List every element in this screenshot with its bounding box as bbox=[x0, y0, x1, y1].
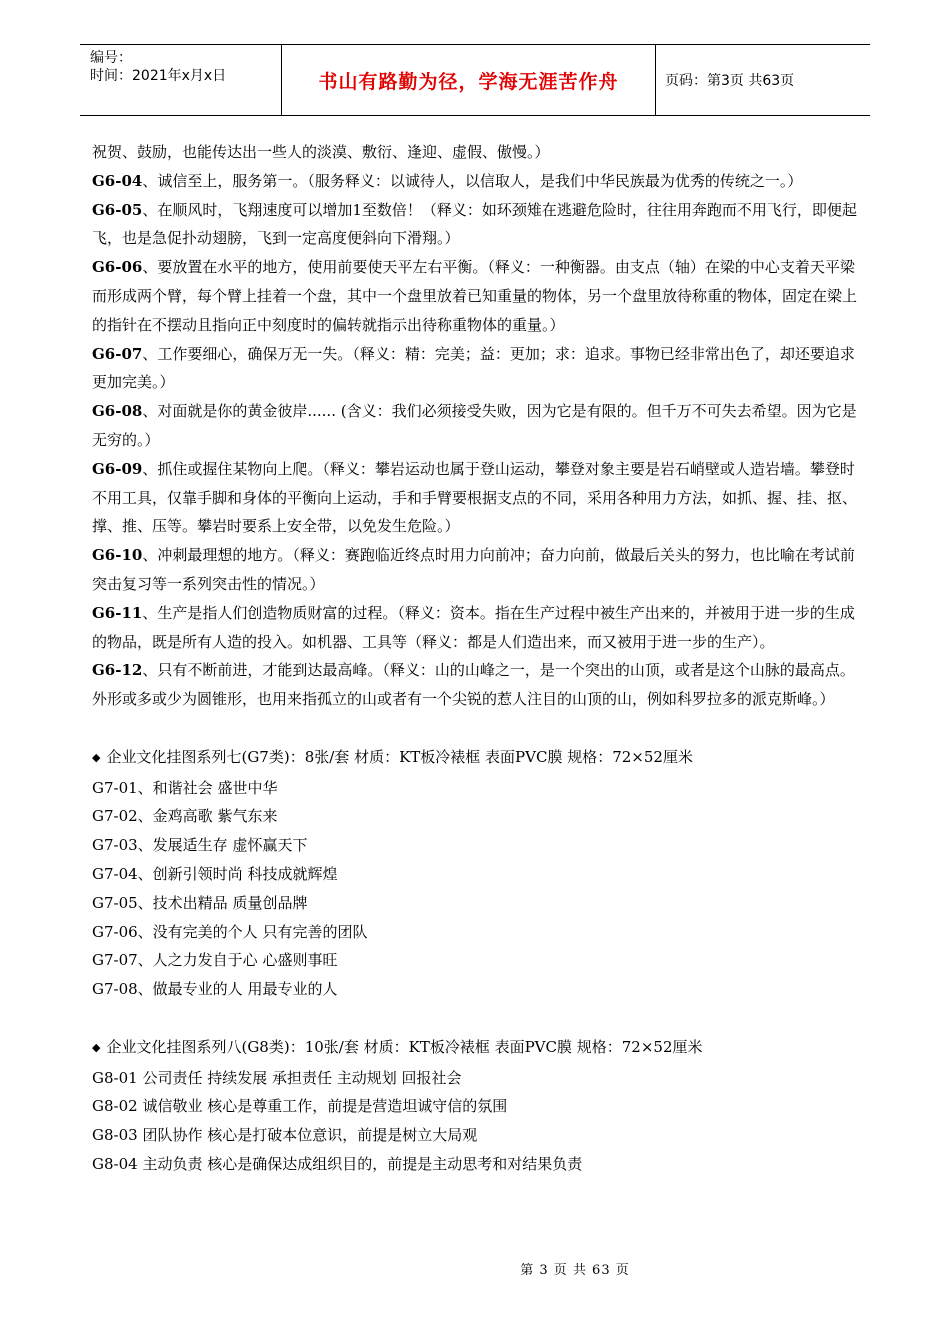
paragraph-g6-05: G6-05、在顺风时，飞翔速度可以增加1至数倍！（释义：如环颈雉在逃避危险时，往往用奔跑而不用飞行，即便起飞，也是急促扑动翅膀，飞到一定高度便斜向下滑翔。） bbox=[92, 200, 857, 248]
item-code: G6-08 bbox=[92, 402, 143, 421]
item-code: G6-12 bbox=[92, 661, 143, 680]
item-code: G6-06 bbox=[92, 258, 143, 277]
list-item: G7-04、创新引领时尚 科技成就辉煌 bbox=[92, 864, 338, 883]
diamond-bullet-icon: ◆ bbox=[92, 750, 101, 764]
item-code: G6-09 bbox=[92, 459, 143, 478]
document-number-label: 编号： bbox=[90, 50, 132, 66]
series8-title: ◆ 企业文化挂图系列八(G8类)：10张/套 材质：KT板冷裱框 表面PVC膜 规格：72×52厘米 bbox=[92, 1037, 703, 1056]
footer-page-number: 第 3 页 共 63 页 bbox=[520, 1263, 630, 1278]
spacer bbox=[92, 1004, 868, 1033]
document-body bbox=[92, 138, 868, 1179]
paragraph-g6-06: G6-06、要放置在水平的地方，使用前要使天平左右平衡。（释义：一种衡器。由支点（轴）在梁的中心支着天平梁而形成两个臂，每个臂上挂着一个盘，其中一个盘里放着已知重量的物体，另一个盘里放待称重的物体，固定在梁上的指针在不摆动且指向正中刻度时的偏转就指示出待称重物体的重量。） bbox=[92, 258, 858, 334]
item-code: G6-07 bbox=[92, 344, 143, 363]
header-page-cell bbox=[655, 45, 870, 115]
list-item: G7-07、人之力发自于心 心盛则事旺 bbox=[92, 951, 338, 970]
list-item: G7-05、技术出精品 质量创品牌 bbox=[92, 893, 308, 912]
item-code: G6-05 bbox=[92, 200, 143, 219]
list-item: G7-02、金鸡高歌 紫气东来 bbox=[92, 807, 278, 826]
diamond-bullet-icon: ◆ bbox=[92, 1040, 101, 1054]
paragraph-g6-08: G6-08、对面就是你的黄金彼岸...... (含义：我们必须接受失败，因为它是有限的。但千万不可失去希望。因为它是无穷的。） bbox=[92, 402, 857, 449]
paragraph-g6-04: G6-04、诚信至上，服务第一。（服务释义：以诚待人，以信取人，是我们中华民族最为优秀的传统之一。） bbox=[92, 171, 803, 190]
document-header bbox=[80, 44, 870, 116]
paragraph-g6-09: G6-09、抓住或握住某物向上爬。（释义：攀岩运动也属于登山运动，攀登对象主要是岩石峭壁或人造岩墙。攀登时不用工具，仅靠手脚和身体的平衡向上运动，手和手臂要根据支点的不同，采用各种用力方法，如抓、握、挂、抠、撑、推、压等。攀岩时要系上安全带，以免发生危险。） bbox=[92, 459, 858, 536]
item-code: G6-04 bbox=[92, 171, 143, 190]
spacer bbox=[92, 714, 868, 743]
header-page-info: 页码：第3页 共63页 bbox=[665, 73, 795, 89]
paragraph-g6-11: G6-11、生产是指人们创造物质财富的过程。（释义：资本。指在生产过程中被生产出来的，并被用于进一步的生成的物品，既是所有人造的投入。如机器、工具等（释义：都是人们造出来，而又被用于进一步的生产）。 bbox=[92, 603, 855, 651]
list-item: G7-06、没有完美的个人 只有完善的团队 bbox=[92, 922, 368, 941]
document-time-label: 时间：2021年x月x日 bbox=[90, 68, 227, 84]
item-code: G6-11 bbox=[92, 603, 143, 622]
header-motto-cell bbox=[281, 45, 656, 115]
list-item: G7-08、做最专业的人 用最专业的人 bbox=[92, 980, 338, 999]
item-code: G6-10 bbox=[92, 546, 143, 565]
list-item: G8-03 团队协作 核心是打破本位意识，前提是树立大局观 bbox=[92, 1126, 478, 1145]
series7-title: ◆ 企业文化挂图系列七(G7类)：8张/套 材质：KT板冷裱框 表面PVC膜 规格：72×52厘米 bbox=[92, 747, 693, 766]
paragraph-g6-12: G6-12、只有不断前进，才能到达最高峰。（释义：山的山峰之一，是一个突出的山顶，或者是这个山脉的最高点。外形或多或少为圆锥形，也用来指孤立的山或者有一个尖锐的惹人注目的山顶的山，例如科罗拉多的派克斯峰。） bbox=[92, 661, 855, 709]
list-item: G7-01、和谐社会 盛世中华 bbox=[92, 778, 278, 797]
page-footer bbox=[0, 1259, 950, 1278]
paragraph-continuation: 祝贺、鼓励，也能传达出一些人的淡漠、敷衍、逢迎、虚假、傲慢。） bbox=[92, 143, 550, 161]
paragraph-g6-10: G6-10、冲刺最理想的地方。（释义：赛跑临近终点时用力向前冲；奋力向前，做最后关头的努力，也比喻在考试前突击复习等一系列突击性的情况。） bbox=[92, 546, 855, 593]
paragraph-g6-07: G6-07、工作要细心，确保万无一失。（释义：精：完美；益：更加；求：追求。事物已经非常出色了，却还要追求更加完美。） bbox=[92, 344, 855, 392]
list-item: G8-04 主动负责 核心是确保达成组织目的，前提是主动思考和对结果负责 bbox=[92, 1154, 583, 1173]
list-item: G8-01 公司责任 持续发展 承担责任 主动规划 回报社会 bbox=[92, 1068, 462, 1087]
list-item: G7-03、发展适生存 虚怀赢天下 bbox=[92, 836, 308, 855]
list-item: G8-02 诚信敬业 核心是尊重工作，前提是营造坦诚守信的氛围 bbox=[92, 1097, 508, 1116]
header-meta bbox=[80, 45, 280, 115]
header-motto: 书山有路勤为径，学海无涯苦作舟 bbox=[318, 70, 619, 93]
